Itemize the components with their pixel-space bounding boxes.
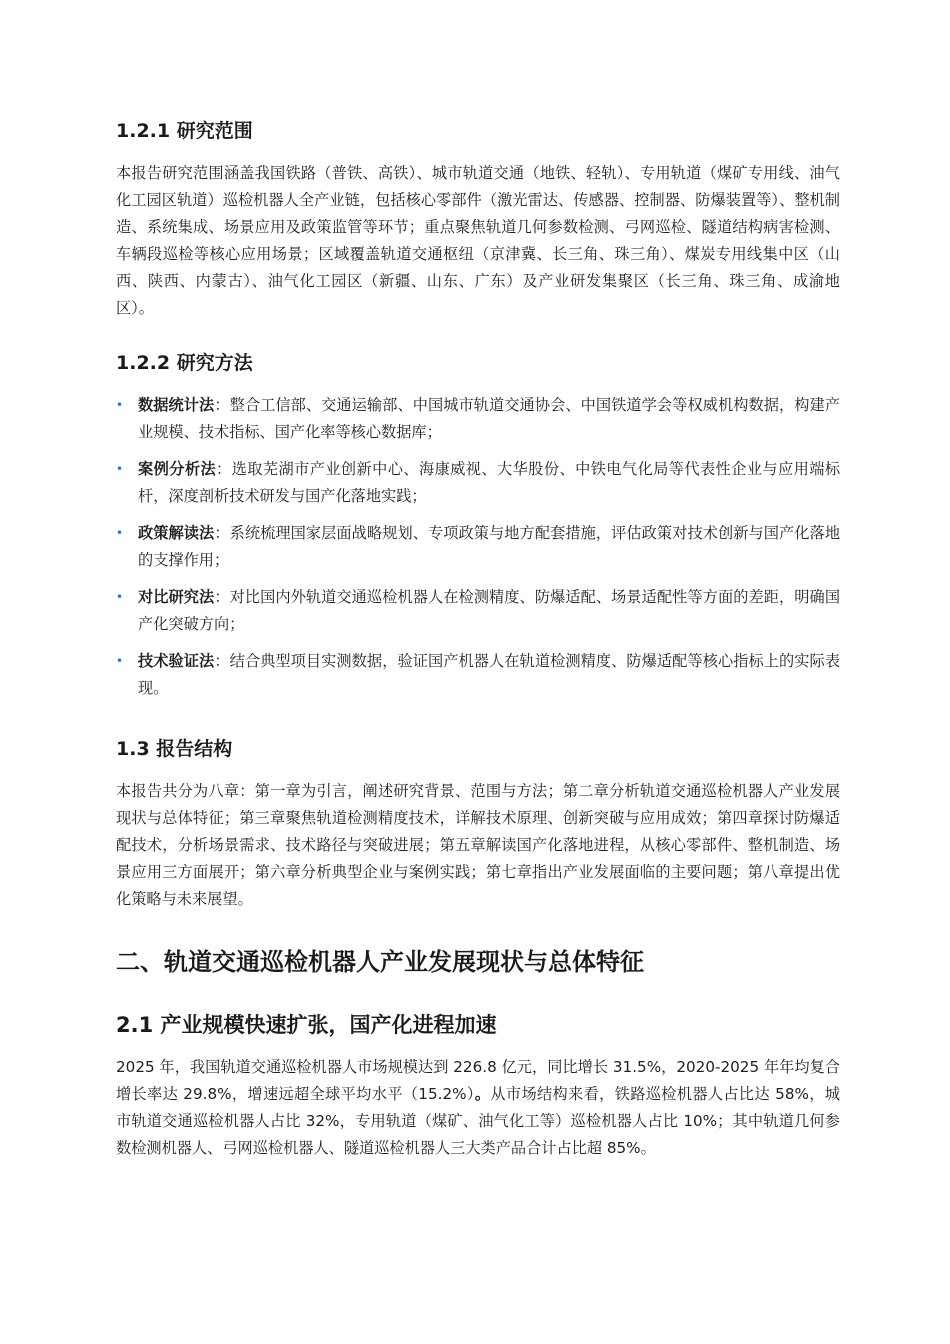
section-2-1 bbox=[116, 1012, 840, 1162]
bullet-icon: • bbox=[116, 398, 124, 412]
paragraph: 本报告研究范围涵盖我国铁路（普铁、高铁）、城市轨道交通（地铁、轻轨）、专用轨道（煤矿专用线、油气化工园区轨道）巡检机器人全产业链，包括核心零部件（激光雷达、传感器、控制器、防爆装置等）、整机制造、系统集成、场景应用及政策监管等环节；重点聚焦轨道几何参数检测、弓网巡检、隧道结构病害检测、车辆段巡检等核心应用场景；区域覆盖轨道交通枢纽（京津冀、长三角、珠三角）、煤炭专用线集中区（山西、陕西、内蒙古）、油气化工园区（新疆、山东、广东）及产业研发集聚区（长三角、珠三角、成渝地区）。 bbox=[116, 164, 840, 317]
list-text: ：系统梳理国家层面战略规划、专项政策与地方配套措施，评估政策对技术创新与国产化落地的支撑作用； bbox=[138, 524, 840, 569]
paragraph-text-rest: 从市场结构来看，铁路巡检机器人占比达 58%，城市轨道交通巡检机器人占比 32%，专用轨道（煤矿、油气化工等）巡检机器人占比 10%；其中轨道几何参数检测机器人、弓网巡检机器人、隧道巡检机器人三大类产品合计占比超 85%。 bbox=[116, 1085, 840, 1157]
chapter-heading: 二、轨道交通巡检机器人产业发展现状与总体特征 bbox=[116, 948, 644, 976]
bullet-icon: • bbox=[116, 654, 124, 668]
paragraph: 本报告共分为八章：第一章为引言，阐述研究背景、范围与方法；第二章分析轨道交通巡检机器人产业发展现状与总体特征；第三章聚焦轨道检测精度技术，详解技术原理、创新突破与应用成效；第四章探讨防爆适配技术，分析场景需求、技术路径与突破进展；第五章解读国产化落地进程，从核心零部件、整机制造、场景应用三方面展开；第六章分析典型企业与案例实践；第七章指出产业发展面临的主要问题；第八章提出优化策略与未来展望。 bbox=[116, 782, 840, 908]
list-item bbox=[116, 648, 840, 702]
list-text: ：结合典型项目实测数据，验证国产机器人在轨道检测精度、防爆适配等核心指标上的实际表现。 bbox=[138, 652, 840, 697]
list-term: 案例分析法 bbox=[138, 460, 217, 478]
paragraph-bold: 。 bbox=[474, 1085, 491, 1103]
bullet-icon: • bbox=[116, 462, 124, 476]
list-item bbox=[116, 520, 840, 574]
list-item bbox=[116, 584, 840, 638]
list-term: 数据统计法 bbox=[138, 396, 215, 414]
list-term: 技术验证法 bbox=[138, 652, 215, 670]
list-text: ：整合工信部、交通运输部、中国城市轨道交通协会、中国铁道学会等权威机构数据，构建产业规模、技术指标、国产化率等核心数据库； bbox=[138, 396, 840, 441]
section-1-2-1 bbox=[116, 118, 840, 322]
method-list bbox=[116, 392, 840, 702]
list-term: 对比研究法 bbox=[138, 588, 215, 606]
section-heading: 2.1 产业规模快速扩张，国产化进程加速 bbox=[116, 1013, 497, 1037]
bullet-icon: • bbox=[116, 526, 124, 540]
section-1-3 bbox=[116, 736, 840, 913]
section-heading: 1.3 报告结构 bbox=[116, 738, 233, 760]
section-heading: 1.2.2 研究方法 bbox=[116, 352, 253, 374]
chapter-2-heading-block bbox=[116, 946, 840, 978]
list-item bbox=[116, 392, 840, 446]
list-item bbox=[116, 456, 840, 510]
paragraph-text: 2025 年，我国轨道交通巡检机器人市场规模达到 226.8 亿元，同比增长 31.5%，2020-2025 年年均复合增长率达 29.8%，增速远超全球平均水平（15.2%） bbox=[116, 1058, 840, 1103]
list-term: 政策解读法 bbox=[138, 524, 215, 542]
paragraph bbox=[116, 1054, 840, 1162]
list-text: ：选取芜湖市产业创新中心、海康威视、大华股份、中铁电气化局等代表性企业与应用端标杆，深度剖析技术研发与国产化落地实践； bbox=[138, 460, 840, 505]
section-1-2-2 bbox=[116, 350, 840, 712]
bullet-icon: • bbox=[116, 590, 124, 604]
list-text: ：对比国内外轨道交通巡检机器人在检测精度、防爆适配、场景适配性等方面的差距，明确国产化突破方向； bbox=[138, 588, 840, 633]
section-heading: 1.2.1 研究范围 bbox=[116, 120, 253, 142]
